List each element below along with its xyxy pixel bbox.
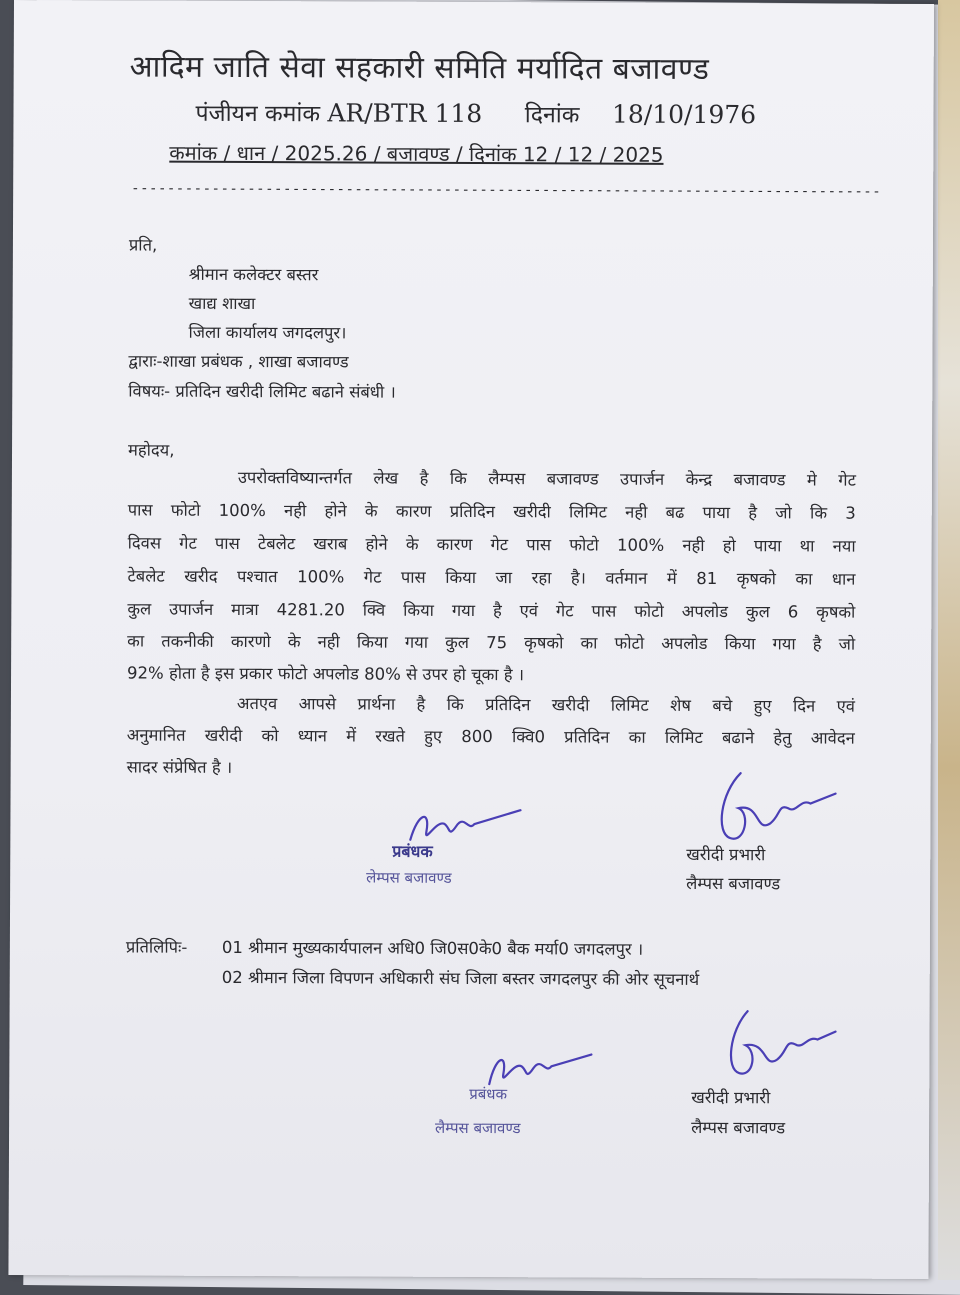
registration-line (195, 96, 756, 130)
body-line-4: टेबलेट खरीद पश्चात 100% गेट पास किया जा रहा है। वर्तमान में 81 कृषको का धान (127, 566, 856, 589)
body-line-6: का तकनीकी कारणो के नही किया गया कुल 75 कृषको का फोटो अपलोड किया गया है जो (127, 631, 856, 654)
manager-stamp-org-top: लेम्पस बजावण्ड (366, 868, 452, 887)
purchase-incharge-signature-bottom (709, 1003, 839, 1089)
body-line-8: अतएव आपसे प्रार्थना है कि प्रतिदिन खरीदी लिमिट शेष बचे हुए दिन एवं (236, 693, 855, 716)
body-line-9: अनुमानित खरीदी को ध्यान में रखते हुए 800 क्वि0 प्रतिदिन का लिमिट बढाने हेतु आवेदन (126, 725, 855, 748)
reg-label: पंजीयन कमांक (195, 100, 321, 128)
body-line-3: दिवस गेट पास टेबलेट खराब होने के कारण गेट पास फोटो 100% नही हो पाया था नया (127, 533, 856, 556)
body-line-2: पास फोटो 100% नही होने के कारण प्रतिदिन खरीदी लिमिट नही बढ पाया है जो कि 3 (127, 500, 856, 523)
copy-line-1: 01 श्रीमान मुख्यकार्यपालन अधि0 जि0स0के0 बैक मर्या0 जगदलपुर । (221, 937, 644, 959)
addressee-line-2: खाद्य शाखा (188, 293, 256, 314)
copy-label: प्रतिलिपिः- (125, 937, 188, 957)
reg-number: AR/BTR 118 (327, 98, 483, 129)
letter-sheet (8, 0, 934, 1279)
org-name: आदिम जाति सेवा सहकारी समिति मर्यादित बजावण्ड (129, 49, 710, 88)
body-line-5: कुल उपार्जन मात्रा 4281.20 क्वि किया गया है एवं गेट पास फोटो अपलोड कुल 6 कृषको (127, 599, 856, 622)
body-line-7: 92% होता है इस प्रकार फोटो अपलोड 80% से उपर हो चूका है । (127, 663, 525, 685)
body-line-10: सादर संप्रेषित है । (126, 757, 233, 777)
reg-date-label: दिनांक (524, 102, 580, 129)
copy-line-2: 02 श्रीमान जिला विपणन अधिकारी संघ जिला बस्तर जगदलपुर की ओर सूचनार्थ (221, 967, 700, 989)
manager-stamp-title-top: प्रबंधक (392, 841, 433, 861)
addressee-line-1: श्रीमान कलेक्टर बस्तर (188, 264, 319, 285)
addressee-line-3: जिला कार्यालय जगदलपुर। (188, 322, 347, 343)
via-line: द्वाराः-शाखा प्रबंधक , शाखा बजावण्ड (128, 351, 349, 372)
to-label: प्रति, (128, 235, 158, 255)
purchase-incharge-title-top: खरीदी प्रभारी (686, 844, 766, 865)
subject-line: विषयः- प्रतिदिन खरीदी लिमिट बढाने संबंधी । (128, 381, 396, 402)
purchase-incharge-signature-top (700, 763, 840, 854)
salutation: महोदय, (127, 440, 175, 460)
purchase-incharge-org-bottom: लैम्पस बजावण्ड (691, 1117, 786, 1138)
manager-stamp-title-bottom: प्रबंधक (469, 1084, 508, 1104)
purchase-incharge-org-top: लैम्पस बजावण्ड (686, 873, 781, 894)
body-line-1: उपरोक्तविष्यान्तर्गत लेख है कि लैम्पस बजावण्ड उपार्जन केन्द्र बजावण्ड मे गेट (237, 467, 856, 490)
reference-line: कमांक / धान / 2025.26 / बजावण्ड / दिनांक 12 / 12 / 2025 (169, 140, 664, 167)
purchase-incharge-title-bottom: खरीदी प्रभारी (691, 1087, 771, 1108)
manager-stamp-org-bottom: लैम्पस बजावण्ड (435, 1118, 521, 1138)
divider-line: ------------------------------------------------------------------------------------ (131, 180, 882, 200)
background-strip (938, 0, 960, 1280)
reg-date: 18/10/1976 (611, 99, 757, 130)
